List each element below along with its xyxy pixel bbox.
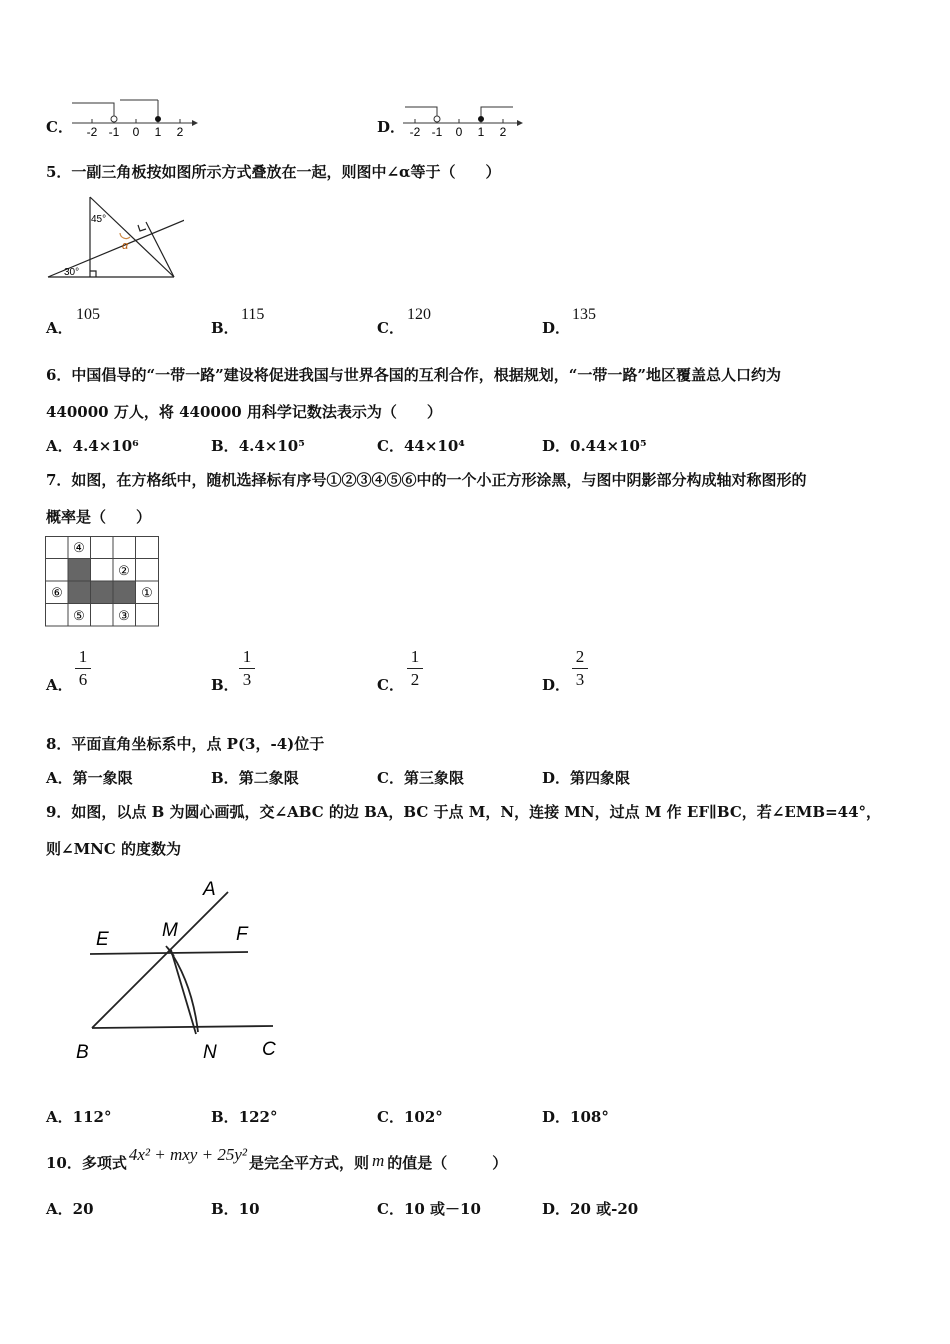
q10-formula: 4x² + mxy + 25y² [128, 1145, 247, 1164]
option-value: 4.4×10⁵ [238, 437, 305, 455]
q4-option-c-label[interactable]: C． [46, 118, 73, 136]
grid-mark-2: ② [118, 563, 130, 578]
q8-stem: 8．平面直角坐标系中，点 P(3，-4)位于 [46, 735, 325, 753]
grid-mark-3: ③ [118, 608, 130, 623]
q7-option-a-fraction [75, 648, 91, 689]
point-a-label: A [203, 879, 216, 900]
point-f-label: F [236, 924, 248, 945]
option-label: B． [211, 769, 239, 787]
q8-option-a[interactable] [46, 767, 133, 788]
option-value: 第一象限 [72, 769, 133, 787]
q9-option-b[interactable] [211, 1106, 278, 1127]
q9-stem-line2: 则∠MNC 的度数为 [46, 840, 182, 858]
q8-option-c[interactable] [377, 767, 464, 788]
q7-grid-figure [45, 536, 161, 628]
option-label: D． [542, 769, 571, 787]
q9-option-c[interactable] [377, 1106, 443, 1127]
q7-option-c-fraction [407, 648, 423, 689]
option-value: 第二象限 [238, 769, 299, 787]
tick-label: -1 [108, 125, 120, 137]
q5-option-b-value: 115 [241, 306, 265, 323]
angle-30-label: 30° [64, 267, 80, 278]
angle-45-label: 45° [91, 214, 107, 225]
denominator: 3 [242, 670, 252, 689]
q5-option-a-value: 105 [76, 306, 100, 323]
q10-middle: 是完全平方式，则 [248, 1154, 369, 1172]
option-label: D． [542, 1108, 571, 1126]
q4-option-d-label[interactable]: D． [377, 118, 406, 136]
option-value: 112° [72, 1108, 112, 1126]
option-value: 10 [238, 1200, 260, 1218]
option-label: A． [46, 1108, 73, 1126]
q5-option-c-value: 120 [407, 306, 431, 323]
q7-option-d[interactable]: D． [542, 676, 571, 694]
q7-option-b[interactable]: B． [211, 676, 239, 694]
numerator: 1 [78, 647, 88, 666]
q6-option-a[interactable] [46, 435, 139, 456]
q10-option-d[interactable] [542, 1198, 638, 1219]
q4-option-c-numberline [70, 95, 200, 137]
q10-stem [46, 1145, 508, 1173]
q9-option-d[interactable] [542, 1106, 609, 1127]
q8-option-b[interactable] [211, 767, 299, 788]
numerator: 1 [242, 647, 252, 666]
q8-option-d[interactable] [542, 767, 630, 788]
q5-option-c[interactable]: C． [377, 319, 404, 337]
tick-label: -1 [431, 125, 443, 137]
q5-option-b[interactable]: B． [211, 319, 239, 337]
option-value: 20 或-20 [570, 1200, 639, 1218]
q7-option-d-fraction [572, 648, 588, 689]
option-label: A． [46, 769, 73, 787]
q7-option-a[interactable]: A． [46, 676, 73, 694]
tick-label: 2 [499, 125, 507, 137]
option-value: 第三象限 [403, 769, 464, 787]
point-n-label: N [203, 1042, 217, 1063]
point-c-label: C [262, 1039, 276, 1060]
q7-option-c[interactable]: C． [377, 676, 404, 694]
q6-option-d[interactable] [542, 435, 647, 456]
option-label: C． [377, 1108, 404, 1126]
q5-option-d-value: 135 [572, 306, 596, 323]
option-label: A． [46, 1200, 73, 1218]
tick-label: 1 [154, 125, 162, 137]
tick-label: 1 [477, 125, 485, 137]
grid-mark-1: ① [141, 585, 153, 600]
q5-stem: 5．一副三角板按如图所示方式叠放在一起，则图中∠α等于（ ） [46, 163, 501, 181]
point-e-label: E [96, 929, 109, 950]
q10-option-c[interactable] [377, 1198, 481, 1219]
option-label: B． [211, 1108, 239, 1126]
option-value: 4.4×10⁶ [72, 437, 139, 455]
option-value: 0.44×10⁵ [570, 437, 647, 455]
denominator: 3 [575, 670, 585, 689]
option-label: D． [542, 437, 571, 455]
option-value: 102° [403, 1108, 443, 1126]
q10-suffix: 的值是（ ） [387, 1154, 508, 1172]
q10-option-a[interactable] [46, 1198, 94, 1219]
q10-option-b[interactable] [211, 1198, 260, 1219]
option-label: C． [377, 1200, 404, 1218]
option-label: B． [211, 437, 239, 455]
option-label: A． [46, 437, 73, 455]
option-value: 122° [238, 1108, 278, 1126]
q6-stem-line2: 440000 万人，将 440000 用科学记数法表示为（ ） [46, 403, 442, 421]
option-label: C． [377, 769, 404, 787]
point-b-label: B [76, 1042, 89, 1063]
q7-stem-line1: 7．如图，在方格纸中，随机选择标有序号①②③④⑤⑥中的一个小正方形涂黑，与图中阴影部分构成轴对称图形的 [46, 471, 807, 489]
tick-label: 0 [132, 125, 140, 137]
grid-mark-6: ⑥ [51, 585, 63, 600]
tick-label: -2 [86, 125, 98, 137]
option-value: 第四象限 [570, 769, 631, 787]
q6-stem-line1: 6．中国倡导的“一带一路”建设将促进我国与世界各国的互利合作，根据规划，“一带一路”地区覆盖总人口约为 [46, 366, 781, 384]
denominator: 2 [410, 670, 420, 689]
option-value: 10 或－10 [403, 1200, 481, 1218]
grid-mark-5: ⑤ [73, 608, 85, 623]
option-label: D． [542, 1200, 571, 1218]
numerator: 2 [575, 647, 585, 666]
tick-label: 2 [176, 125, 184, 137]
q9-geometry-figure [70, 872, 290, 1072]
q10-prefix: 10．多项式 [46, 1154, 127, 1172]
q6-option-c[interactable] [377, 435, 465, 456]
numerator: 1 [410, 647, 420, 666]
option-label: C． [377, 437, 404, 455]
point-m-label: M [162, 920, 178, 941]
q6-option-b[interactable] [211, 435, 305, 456]
q7-stem-line2: 概率是（ ） [46, 508, 152, 526]
grid-mark-4: ④ [73, 540, 85, 555]
q10-var-m: m [372, 1151, 385, 1170]
q5-option-a[interactable]: A． [46, 319, 73, 337]
option-value: 44×10⁴ [403, 437, 465, 455]
q4-option-d-numberline [401, 95, 531, 137]
option-value: 20 [72, 1200, 94, 1218]
q5-option-d[interactable]: D． [542, 319, 571, 337]
alpha-label: α [122, 240, 129, 252]
q9-stem-line1: 9．如图，以点 B 为圆心画弧，交∠ABC 的边 BA，BC 于点 M，N，连接 MN，过点 M 作 EF∥BC，若∠EMB=44°， [46, 803, 882, 821]
tick-label: 0 [455, 125, 463, 137]
q9-option-a[interactable] [46, 1106, 111, 1127]
q5-triangle-figure [44, 193, 184, 285]
option-value: 108° [570, 1108, 609, 1126]
option-label: B． [211, 1200, 239, 1218]
denominator: 6 [78, 670, 88, 689]
q7-option-b-fraction [239, 648, 255, 689]
tick-label: -2 [409, 125, 421, 137]
